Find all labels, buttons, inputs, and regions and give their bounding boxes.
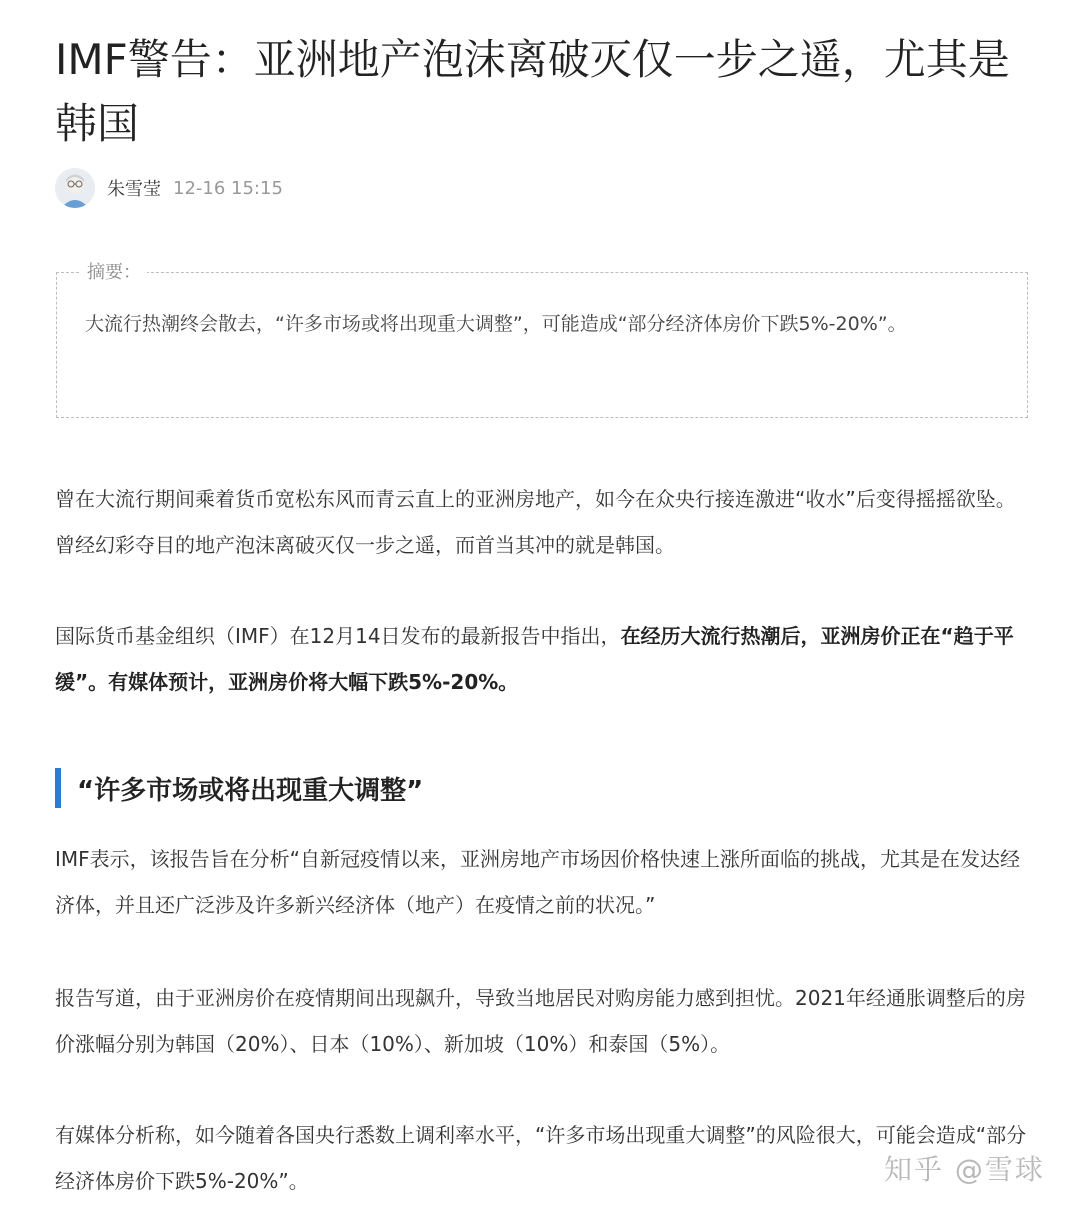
article-title: IMF警告：亚洲地产泡沫离破灭仅一步之遥，尤其是韩国 — [55, 35, 1010, 148]
watermark: 知乎 @雪球 — [884, 1153, 1045, 1186]
paragraph-5: 有媒体分析称，如今随着各国央行悉数上调利率水平，“许多市场出现重大调整”的风险很大，可能会造成“部分经济体房价下跌5%-20%”。 — [55, 1123, 1027, 1193]
section-accent-bar — [55, 768, 61, 808]
section-heading — [55, 766, 423, 810]
publish-time: 12-16 15:15 — [173, 177, 283, 199]
summary-box — [56, 262, 1028, 418]
author-name[interactable]: 朱雪莹 — [107, 179, 161, 200]
paragraph-1: 曾在大流行期间乘着货币宽松东风而青云直上的亚洲房地产，如今在众央行接连激进“收水”后变得摇摇欲坠。曾经幻彩夺目的地产泡沫离破灭仅一步之遥，而首当其冲的就是韩国。 — [55, 487, 1016, 557]
paragraph-2-emphasis: 在经历大流行热潮后，亚洲房价正在“趋于平缓”。有媒体预计，亚洲房价将大幅下跌5%-20%。 — [55, 624, 1014, 694]
paragraph-4: 报告写道，由于亚洲房价在疫情期间出现飙升，导致当地居民对购房能力感到担忧。2021年经通胀调整后的房价涨幅分别为韩国（20%）、日本（10%）、新加坡（10%）和泰国（5%）。 — [55, 986, 1026, 1056]
paragraph-2-text: 国际货币基金组织（IMF）在12月14日发布的最新报告中指出， — [55, 624, 621, 648]
author-avatar[interactable] — [55, 168, 95, 208]
paragraph-3: IMF表示，该报告旨在分析“自新冠疫情以来，亚洲房地产市场因价格快速上涨所面临的挑战，尤其是在发达经济体，并且还广泛涉及许多新兴经济体（地产）在疫情之前的状况。” — [55, 847, 1021, 917]
avatar-portrait-icon — [55, 168, 95, 208]
section-title: “许多市场或将出现重大调整” — [77, 775, 424, 806]
summary-text: 大流行热潮终会散去，“许多市场或将出现重大调整”，可能造成“部分经济体房价下跌5%-20%”。 — [85, 313, 907, 335]
summary-label: 摘要： — [81, 260, 147, 286]
paragraph-2 — [55, 613, 1035, 705]
author-row — [55, 168, 283, 208]
